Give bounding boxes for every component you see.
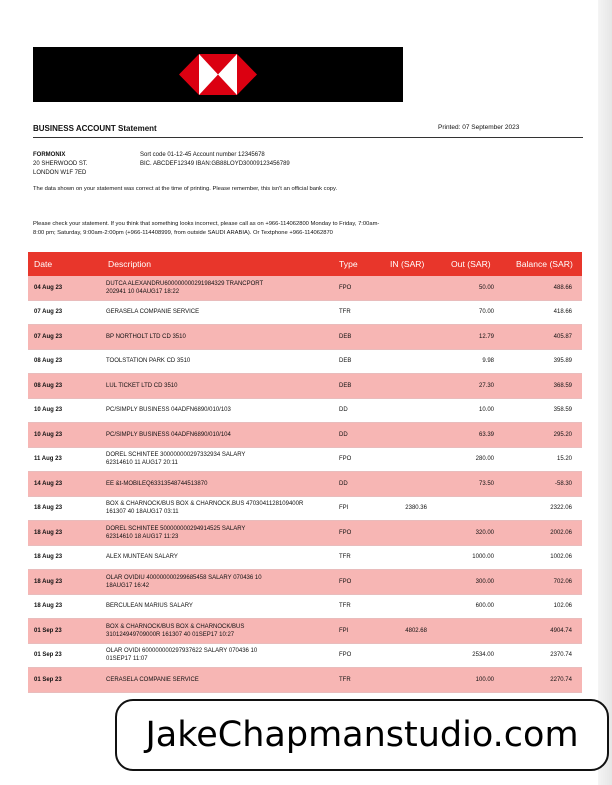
row-date: 10 Aug 23 (34, 407, 63, 414)
sort-account-line: Sort code 01-12-45 Account number 12345678 (140, 152, 265, 158)
row-balance: 2270.74 (550, 676, 572, 683)
row-type: FPO (339, 529, 352, 536)
row-out: 100.00 (475, 676, 494, 683)
header-out: Out (SAR) (451, 259, 491, 269)
row-out: 9.98 (482, 358, 494, 365)
table-row (28, 448, 582, 473)
table-body (28, 276, 582, 693)
row-balance: -58.30 (554, 480, 572, 487)
row-description-line-1: DOREL SCHINTEE 300000000297332934 SALARY (106, 452, 246, 459)
row-description (106, 357, 316, 365)
table-row (28, 546, 582, 571)
table-row (28, 521, 582, 546)
row-date: 18 Aug 23 (34, 554, 63, 561)
row-date: 01 Sep 23 (34, 652, 62, 659)
row-date: 01 Sep 23 (34, 627, 62, 634)
row-type: DD (339, 431, 348, 438)
row-in: 2380.36 (405, 505, 427, 512)
row-type: FPO (339, 456, 352, 463)
row-date: 08 Aug 23 (34, 358, 63, 365)
row-out: 2534.00 (472, 652, 494, 659)
row-type: FPO (339, 284, 352, 291)
row-balance: 702.06 (553, 578, 572, 585)
row-description-line-1: ALEX MUNTEAN SALARY (106, 554, 178, 561)
check-notice-line-1: Please check your statement. If you think that something looks incorrect, please call as on +966-114062800 Monday to Friday, 7:00am- (33, 221, 380, 227)
row-description-line-2: 62314610 18 AUG17 11:23 (106, 533, 179, 540)
table-row (28, 497, 582, 522)
row-description-line-2: 18AUG17 16:42 (106, 582, 150, 589)
row-in: 4802.68 (405, 627, 427, 634)
transactions-table (28, 252, 582, 693)
row-description-line-1: PC/SIMPLY BUSINESS 04ADFN6890/010/103 (106, 407, 231, 414)
row-description (106, 647, 316, 663)
row-out: 73.50 (478, 480, 494, 487)
row-out: 300.00 (475, 578, 494, 585)
row-description-line-1: BERCULEAN MARIUS SALARY (106, 603, 193, 610)
row-date: 18 Aug 23 (34, 578, 63, 585)
table-row (28, 301, 582, 326)
table-row (28, 472, 582, 497)
header-description: Description (108, 259, 151, 269)
header-balance: Balance (SAR) (516, 259, 573, 269)
row-out: 50.00 (478, 284, 494, 291)
check-notice-line-2: 8:00 pm; Saturday, 9:00am-2:00pm (+966-114408999, from outside SAUDI ARABIA). Or Textphone +966-114062870 (33, 229, 333, 236)
row-description-line-1: PC/SIMPLY BUSINESS 04ADFN6890/010/104 (106, 431, 231, 438)
row-description (106, 280, 316, 296)
row-type: FPO (339, 578, 352, 585)
row-description-line-1: GERASELA COMPANIE SERVICE (106, 309, 200, 316)
company-block (33, 151, 88, 178)
row-description (106, 406, 316, 414)
row-type: FPI (339, 627, 349, 634)
row-description-line-2: 310124949709000R 161307 40 01SEP17 10:27 (106, 631, 235, 638)
row-description-line-1: BP NORTHOLT LTD CD 3510 (106, 333, 186, 340)
row-balance: 405.87 (553, 333, 572, 340)
row-balance: 488.66 (553, 284, 572, 291)
row-balance: 2322.06 (550, 505, 572, 512)
row-date: 07 Aug 23 (34, 333, 63, 340)
row-description-line-1: OLAR OVIDIU 400000000299685458 SALARY 070436 10 (106, 574, 262, 581)
check-notice (33, 220, 453, 237)
table-row (28, 619, 582, 644)
row-description (106, 451, 316, 467)
row-balance: 395.89 (553, 358, 572, 365)
account-codes (140, 151, 290, 169)
table-row (28, 399, 582, 424)
row-description-line-2: 01SEP17 11:07 (106, 656, 148, 663)
row-description-line-1: TOOLSTATION PARK CD 3510 (106, 358, 191, 365)
row-type: FPI (339, 505, 349, 512)
row-date: 01 Sep 23 (34, 676, 62, 683)
row-out: 10.00 (478, 407, 494, 414)
page-edge (598, 0, 612, 785)
row-type: FPO (339, 652, 352, 659)
table-header (28, 252, 582, 276)
row-date: 18 Aug 23 (34, 603, 63, 610)
row-date: 18 Aug 23 (34, 529, 63, 536)
row-description-line-1: CERASELA COMPANIE SERVICE (106, 676, 199, 683)
row-description (106, 500, 316, 516)
row-date: 18 Aug 23 (34, 505, 63, 512)
row-type: DD (339, 407, 348, 414)
row-out: 600.00 (475, 603, 494, 610)
table-row (28, 423, 582, 448)
row-balance: 2002.06 (550, 529, 572, 536)
row-out: 280.00 (475, 456, 494, 463)
printed-date: Printed: 07 September 2023 (438, 124, 520, 131)
table-row (28, 276, 582, 301)
row-date: 11 Aug 23 (34, 456, 62, 463)
watermark-banner: JakeChapmanstudio.com (115, 699, 609, 771)
row-description-line-1: EE &t-MOBILEQ63313548744513870 (106, 480, 208, 487)
row-type: TFR (339, 309, 351, 316)
row-description (106, 623, 316, 639)
row-balance: 295.20 (553, 431, 572, 438)
company-name: FORMONIX (33, 152, 66, 158)
row-out: 320.00 (475, 529, 494, 536)
row-description (106, 431, 316, 439)
row-description (106, 333, 316, 341)
row-date: 07 Aug 23 (34, 309, 63, 316)
row-description (106, 480, 316, 488)
row-out: 12.79 (478, 333, 494, 340)
table-row (28, 595, 582, 620)
row-description-line-2: 62314610 11 AUG17 20:11 (106, 460, 178, 467)
table-row (28, 374, 582, 399)
header-type: Type (339, 259, 358, 269)
row-balance: 418.66 (553, 309, 572, 316)
row-type: TFR (339, 676, 351, 683)
row-balance: 102.06 (553, 603, 572, 610)
row-description (106, 308, 316, 316)
row-type: DD (339, 480, 348, 487)
row-type: TFR (339, 554, 351, 561)
row-description-line-1: DOREL SCHINTEE 500000000294914525 SALARY (106, 525, 246, 532)
row-description (106, 676, 316, 684)
row-description-line-1: LUL TICKET LTD CD 3510 (106, 382, 178, 389)
row-description (106, 574, 316, 590)
row-description-line-1: OLAR OVIDI 600000000297937622 SALARY 070436 10 (106, 648, 258, 655)
row-balance: 15.20 (556, 456, 572, 463)
row-out: 70.00 (478, 309, 494, 316)
row-description-line-1: BOX & CHARNOCK/BUS BOX & CHARNOCK/BUS (106, 623, 245, 630)
statement-title: BUSINESS ACCOUNT Statement (33, 124, 157, 133)
row-date: 08 Aug 23 (34, 382, 63, 389)
row-type: DEB (339, 333, 352, 340)
table-row (28, 570, 582, 595)
table-row (28, 325, 582, 350)
header-in: IN (SAR) (390, 259, 425, 269)
row-out: 1000.00 (472, 554, 494, 561)
row-type: DEB (339, 382, 352, 389)
row-description (106, 553, 316, 561)
header-divider (33, 137, 583, 138)
row-balance: 368.59 (553, 382, 572, 389)
statement-notice: The data shown on your statement was correct at the time of printing. Please remember, this isn't an official bank copy. (33, 186, 338, 192)
row-date: 10 Aug 23 (34, 431, 63, 438)
address-line-2: LONDON W1F 7ED (33, 170, 87, 176)
hexagon-logo-icon (179, 48, 257, 101)
row-description (106, 382, 316, 390)
row-description (106, 602, 316, 610)
address-line-1: 20 SHERWOOD ST. (33, 161, 88, 167)
row-description-line-2: 202941 10 04AUG17 18:22 (106, 288, 180, 295)
row-balance: 1002.06 (550, 554, 572, 561)
table-row (28, 350, 582, 375)
table-row (28, 668, 582, 693)
row-description-line-1: DUTCA ALEXANDRU600000000291984329 TRANCPORT (106, 280, 264, 287)
logo-banner (33, 47, 403, 102)
row-description (106, 525, 316, 541)
row-out: 27.30 (478, 382, 494, 389)
bic-iban-line: BIC. ABCDEF12349 IBAN:GB88LOYD30009123456789 (140, 161, 290, 167)
row-balance: 358.59 (553, 407, 572, 414)
row-description-line-2: 161307 40 18AUG17 03:11 (106, 509, 179, 516)
table-row (28, 644, 582, 669)
row-balance: 4904.74 (550, 627, 572, 634)
row-balance: 2370.74 (550, 652, 572, 659)
row-out: 63.39 (478, 431, 494, 438)
row-date: 04 Aug 23 (34, 284, 63, 291)
row-date: 14 Aug 23 (34, 480, 63, 487)
row-type: TFR (339, 603, 351, 610)
header-date: Date (34, 259, 53, 269)
row-type: DEB (339, 358, 352, 365)
row-description-line-1: BOX & CHARNOCK/BUS BOX & CHARNOCK.BUS 4703041128109400R (106, 501, 304, 508)
